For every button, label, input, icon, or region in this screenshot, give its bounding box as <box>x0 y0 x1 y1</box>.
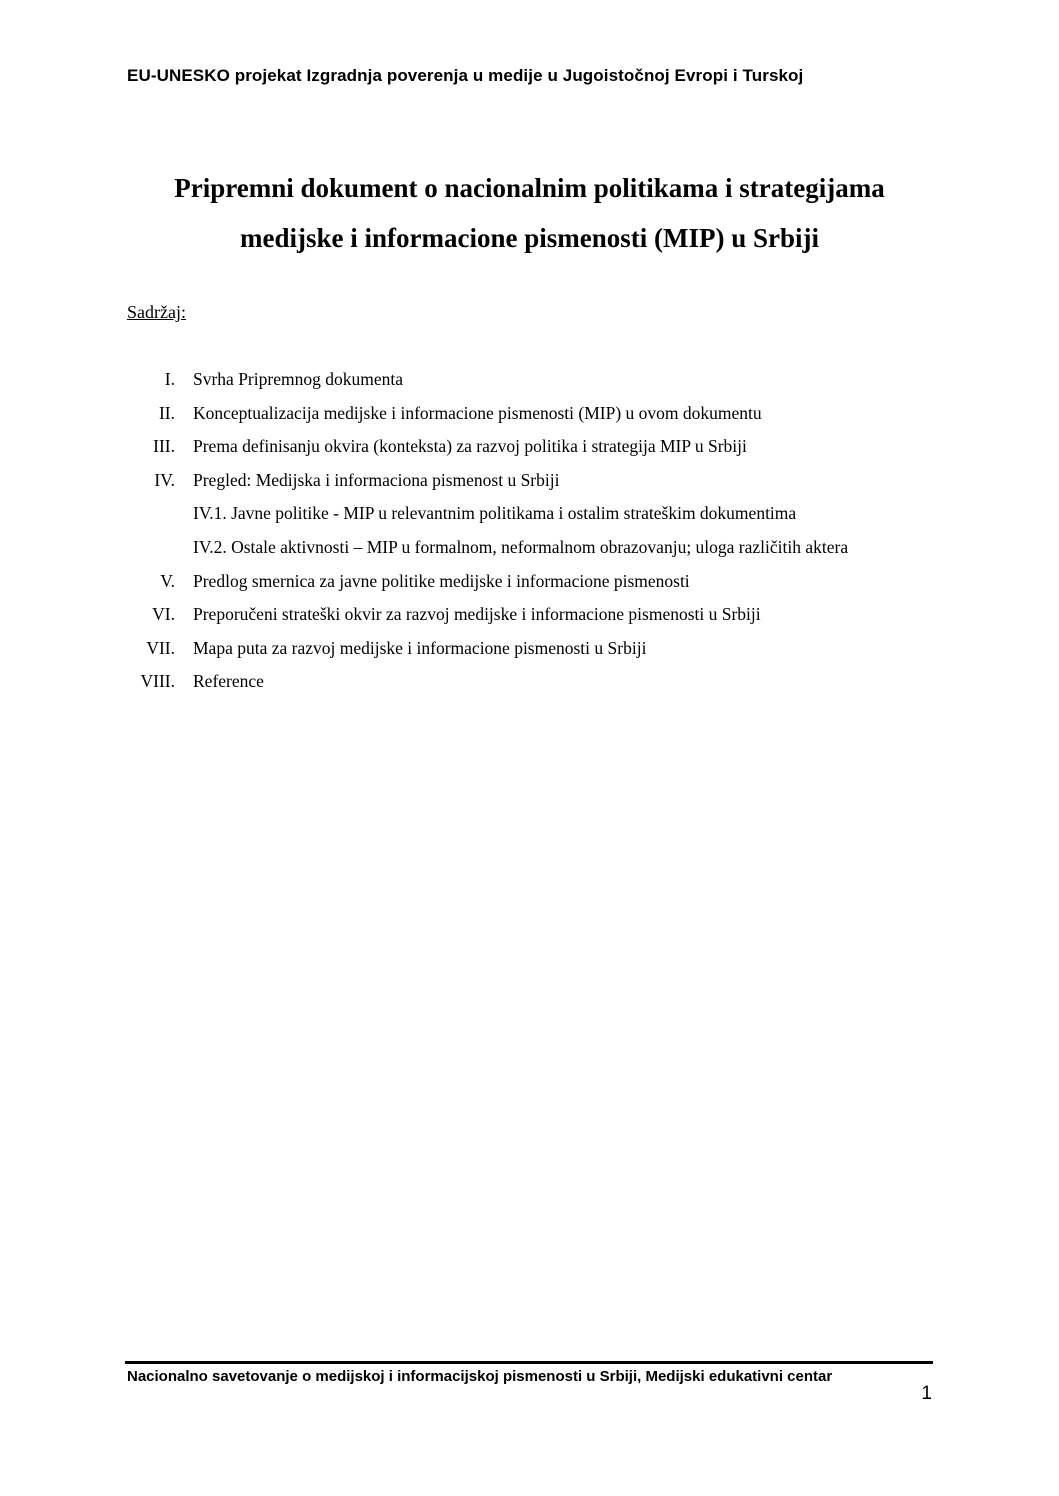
toc-row <box>127 470 997 504</box>
toc-row <box>127 369 997 403</box>
toc-row <box>127 571 997 605</box>
toc-numeral: III. <box>153 436 175 457</box>
toc-row <box>127 604 997 638</box>
toc-row <box>127 436 997 470</box>
toc-label: Reference <box>193 671 264 692</box>
toc-row <box>127 638 997 672</box>
toc-label: Preporučeni strateški okvir za razvoj medijske i informacione pismenosti u Srbiji <box>193 604 761 625</box>
document-header-text: EU-UNESKO projekat Izgradnja poverenja u medije u Jugoistočnoj Evropi i Turskoj <box>127 66 804 85</box>
toc-row <box>127 671 997 705</box>
contents-heading: Sadržaj: <box>127 302 186 322</box>
toc-row <box>127 403 997 437</box>
document-title-line2: medijske i informacione pismenosti (MIP) u Srbiji <box>240 223 819 253</box>
toc-row-subitem <box>127 537 997 571</box>
toc-label: IV.2. Ostale aktivnosti – MIP u formalnom, neformalnom obrazovanju; uloga različitih aktera <box>193 536 849 557</box>
toc-numeral: VIII. <box>140 671 175 692</box>
document-footer-text: Nacionalno savetovanje o medijskoj i informacijskoj pismenosti u Srbiji, Medijski edukativni centar <box>127 1368 833 1385</box>
document-title <box>0 163 1059 263</box>
toc-numeral: I. <box>164 369 175 389</box>
toc-numeral: VII. <box>146 637 175 658</box>
toc-numeral: II. <box>158 402 175 423</box>
footer-divider <box>125 1361 933 1364</box>
toc-label: Predlog smernica za javne politike medijske i informacione pismenosti <box>193 570 690 591</box>
toc-label: Pregled: Medijska i informaciona pismenost u Srbiji <box>193 469 560 490</box>
toc-numeral: V. <box>160 570 175 591</box>
toc-label: Konceptualizacija medijske i informacione pismenosti (MIP) u ovom dokumentu <box>193 402 762 423</box>
toc-row-subitem <box>127 503 997 537</box>
toc-numeral: VI. <box>152 604 175 625</box>
document-title-line1: Pripremni dokument o nacionalnim politikama i strategijama <box>174 173 885 203</box>
toc-label: IV.1. Javne politike - MIP u relevantnim politikama i ostalim strateškim dokumentima <box>193 503 797 524</box>
page-number: 1 <box>921 1383 932 1404</box>
toc-label: Mapa puta za razvoj medijske i informacione pismenosti u Srbiji <box>193 637 647 658</box>
table-of-contents <box>127 369 997 705</box>
toc-label: Prema definisanju okvira (konteksta) za razvoj politika i strategija MIP u Srbiji <box>193 436 747 457</box>
toc-numeral: IV. <box>154 469 175 490</box>
toc-label: Svrha Pripremnog dokumenta <box>193 369 403 389</box>
